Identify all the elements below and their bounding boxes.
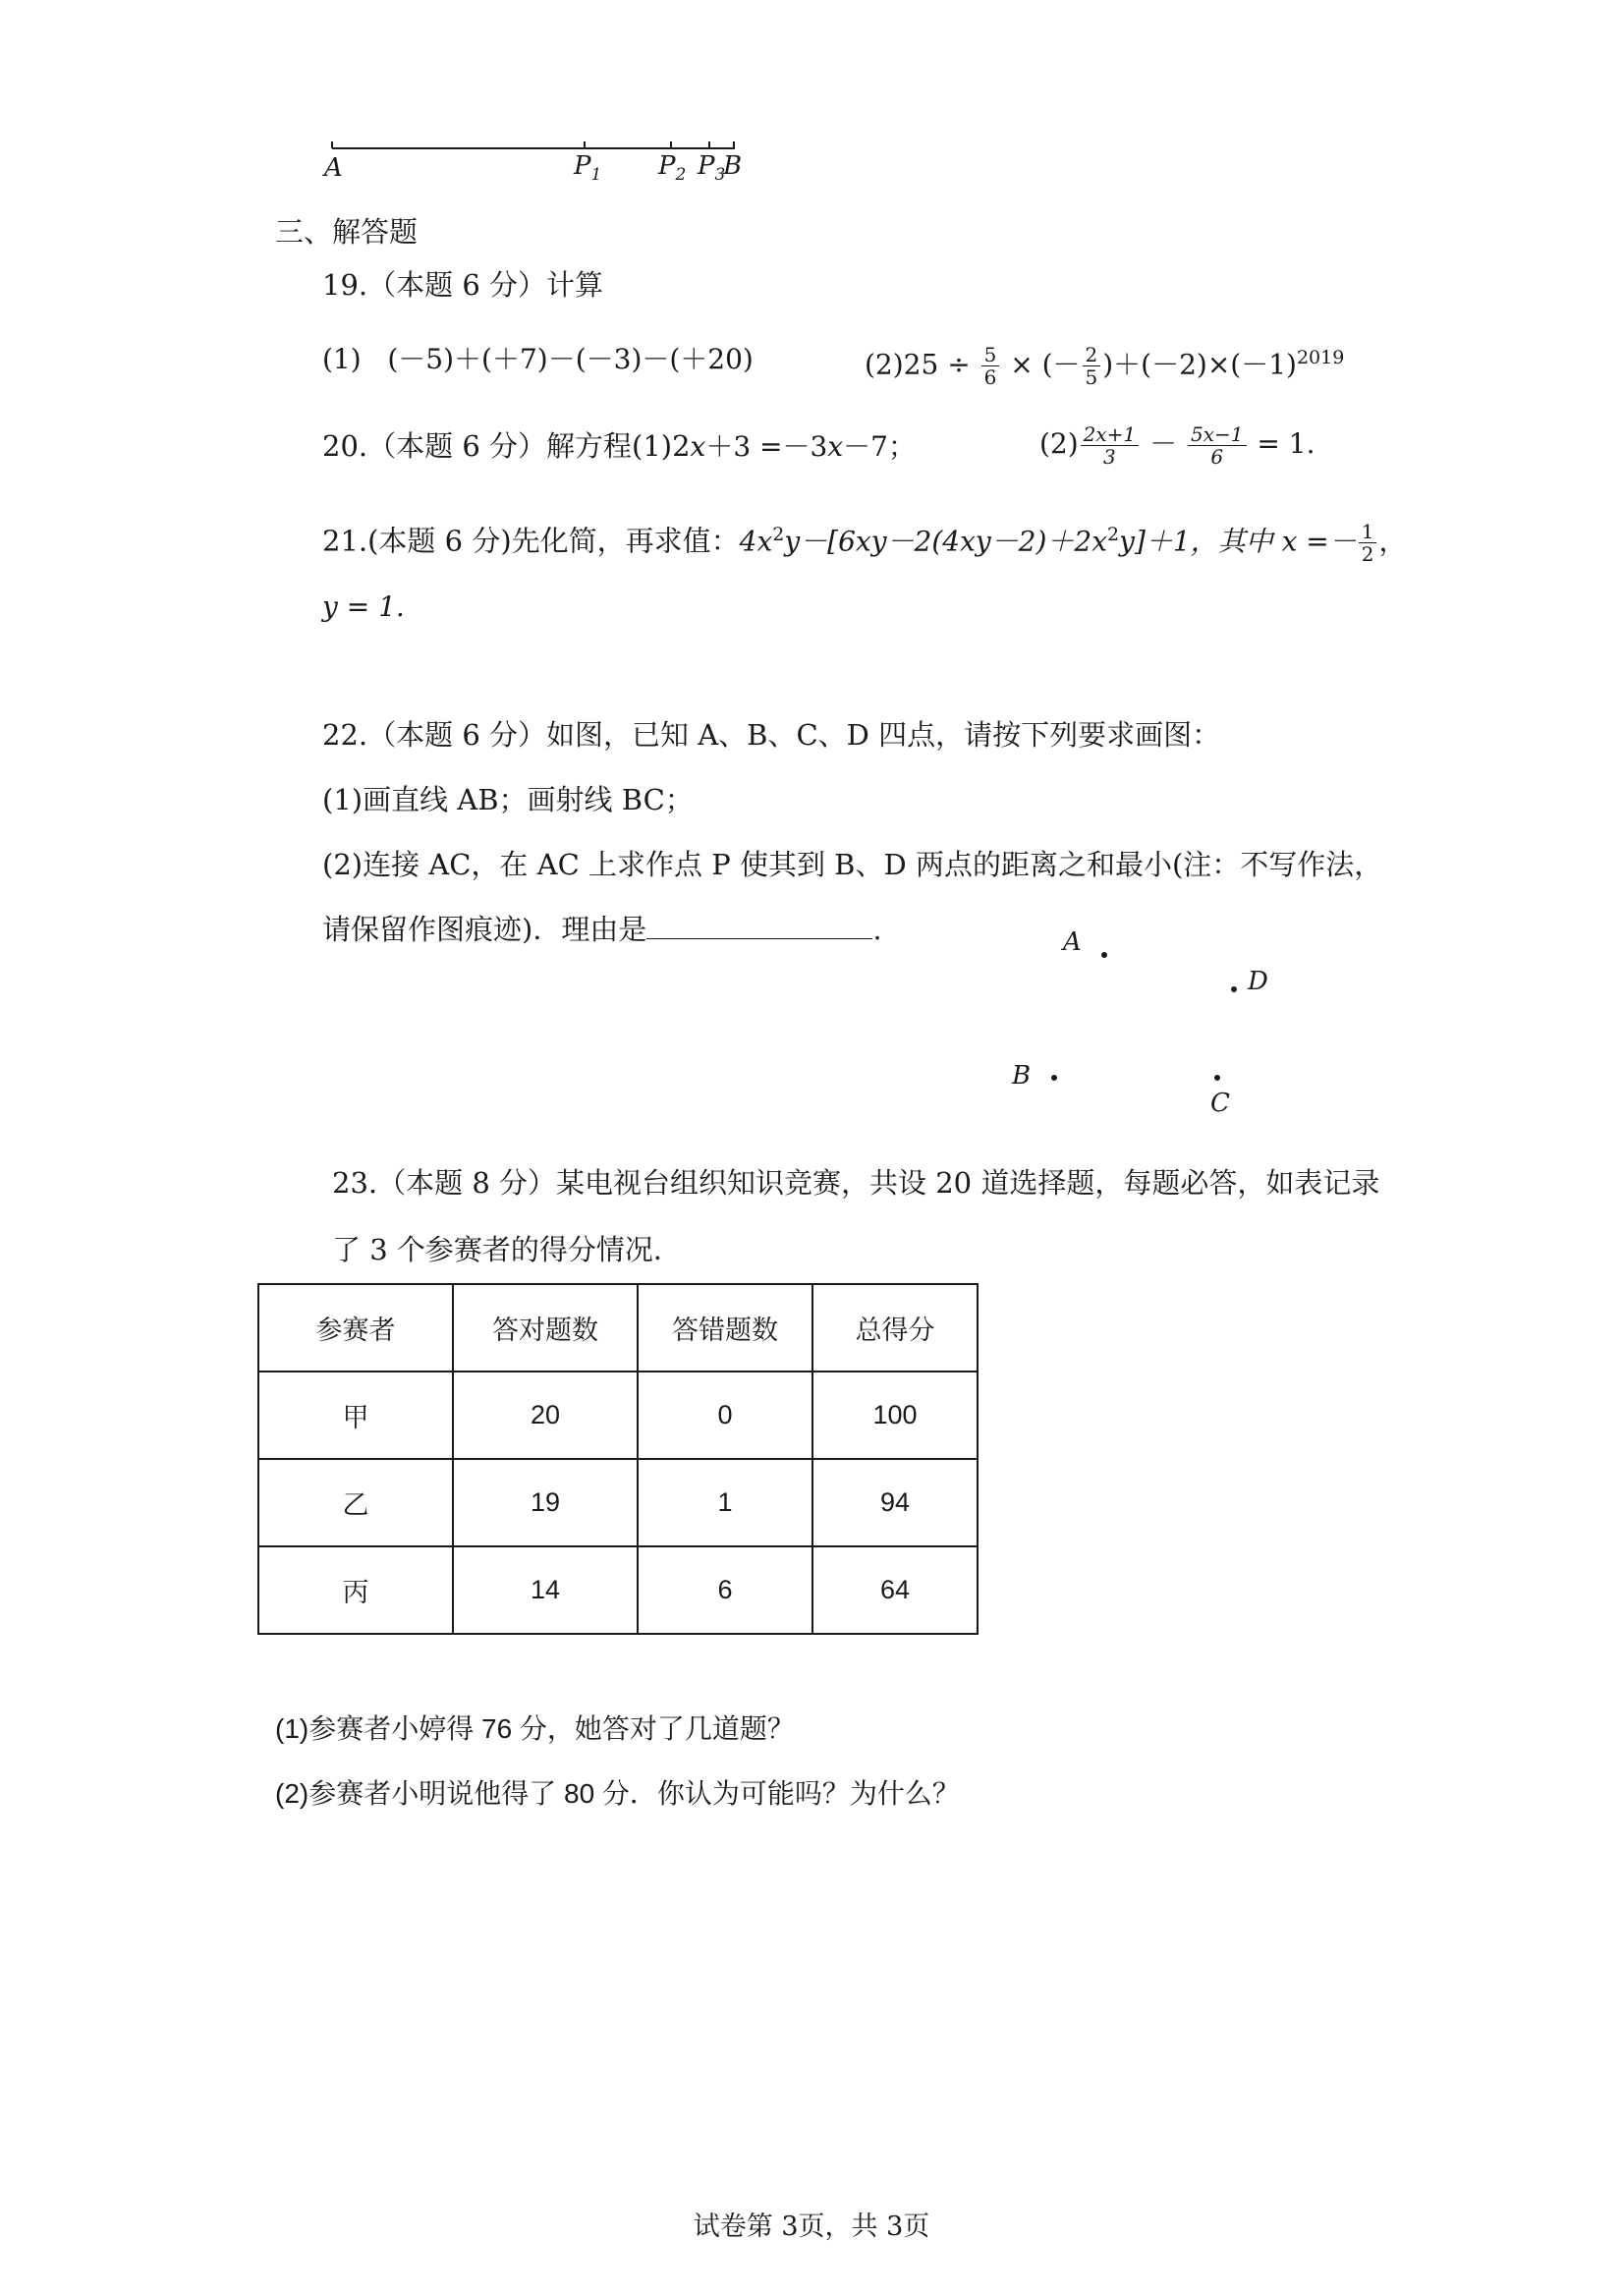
table-cell: 19 — [453, 1459, 638, 1546]
q22-part2-cont: 请保留作图痕迹)．理由是 . — [322, 913, 882, 946]
page-footer: 试卷第 3页，共 3页 — [693, 2212, 930, 2242]
q21-line2: y = 1. — [322, 590, 405, 623]
q20-part2: (2) $\frac{2x+1}{3}$ － $\frac{5x-1}{6}$ = 1. — [1039, 422, 1315, 469]
q23-line1: 23.（本题 8 分）某电视台组织知识竞赛，共设 20 道选择题，每题必答，如表记录 — [332, 1166, 1380, 1200]
point-a — [1101, 952, 1107, 958]
table-cell: 6 — [638, 1546, 812, 1634]
q20-part1: 20.（本题 6 分）解方程(1)2x＋3 =－3x－7； — [322, 429, 916, 463]
score-table — [257, 1283, 979, 1635]
segment-label-p3: $P_3$ — [698, 151, 726, 186]
point-label-b: B — [1012, 1061, 1032, 1091]
q22-part1: (1)画直线 AB；画射线 BC； — [322, 783, 694, 816]
q22-part2: (2)连接 AC，在 AC 上求作点 P 使其到 B、D 两点的距离之和最小(注：不写作法， — [322, 848, 1383, 881]
segment-label-p2: $P_2$ — [658, 151, 687, 186]
table-header-cell: 参赛者 — [258, 1284, 453, 1372]
q22-label: 22.（本题 6 分）如图，已知 A、B、C、D 四点，请按下列要求画图： — [322, 718, 1221, 752]
table-cell: 64 — [812, 1546, 978, 1634]
table-header-row — [258, 1284, 978, 1372]
q19-label: 19.（本题 6 分）计算 — [322, 268, 604, 302]
table-header-cell: 答对题数 — [453, 1284, 638, 1372]
table-cell: 1 — [638, 1459, 812, 1546]
point-d — [1231, 986, 1237, 992]
q19-part2: (2)25 ÷ $\frac{5}{6}$ × (－ $\frac{2}{5}$ )$+(-2)\times(-1)^{2019}$ — [865, 343, 1345, 390]
table-cell: 20 — [453, 1372, 638, 1459]
table-row — [258, 1546, 978, 1634]
point-label-d: D — [1248, 967, 1268, 996]
table-cell: 94 — [812, 1459, 978, 1546]
table-cell: 甲 — [258, 1372, 453, 1459]
table-header-cell: 答错题数 — [638, 1284, 812, 1372]
segment-label-a: A — [324, 153, 343, 183]
table-cell: 100 — [812, 1372, 978, 1459]
segment-label-b: B — [723, 151, 743, 181]
answer-blank[interactable] — [646, 911, 872, 939]
table-header-cell: 总得分 — [812, 1284, 978, 1372]
table-row — [258, 1459, 978, 1546]
q23-sub1: (1)参赛者小婷得 76 分，她答对了几道题？ — [275, 1713, 795, 1744]
table-cell: 丙 — [258, 1546, 453, 1634]
point-label-a: A — [1063, 927, 1082, 957]
point-label-c: C — [1210, 1089, 1230, 1118]
table-cell: 14 — [453, 1546, 638, 1634]
q23-line2: 了 3 个参赛者的得分情况． — [332, 1233, 682, 1266]
table-row — [258, 1372, 978, 1459]
q19-part1: (1) (－5)＋(＋7)－(－3)－(＋20) — [322, 343, 754, 375]
point-c — [1214, 1075, 1220, 1081]
point-b — [1051, 1075, 1057, 1081]
q21-line1: 21.(本题 6 分)先化简，再求值：$4x^2y-[6xy-2(4xy-2)+2x^2y]+1$，其中 x =－ $\frac{1}{2}$ ， — [322, 520, 1407, 567]
section-heading: 三、解答题 — [275, 215, 419, 249]
table-cell: 0 — [638, 1372, 812, 1459]
segment-label-p1: $P_1$ — [574, 151, 602, 186]
q23-sub2: (2)参赛者小明说他得了 80 分．你认为可能吗？为什么？ — [275, 1778, 960, 1809]
table-cell: 乙 — [258, 1459, 453, 1546]
